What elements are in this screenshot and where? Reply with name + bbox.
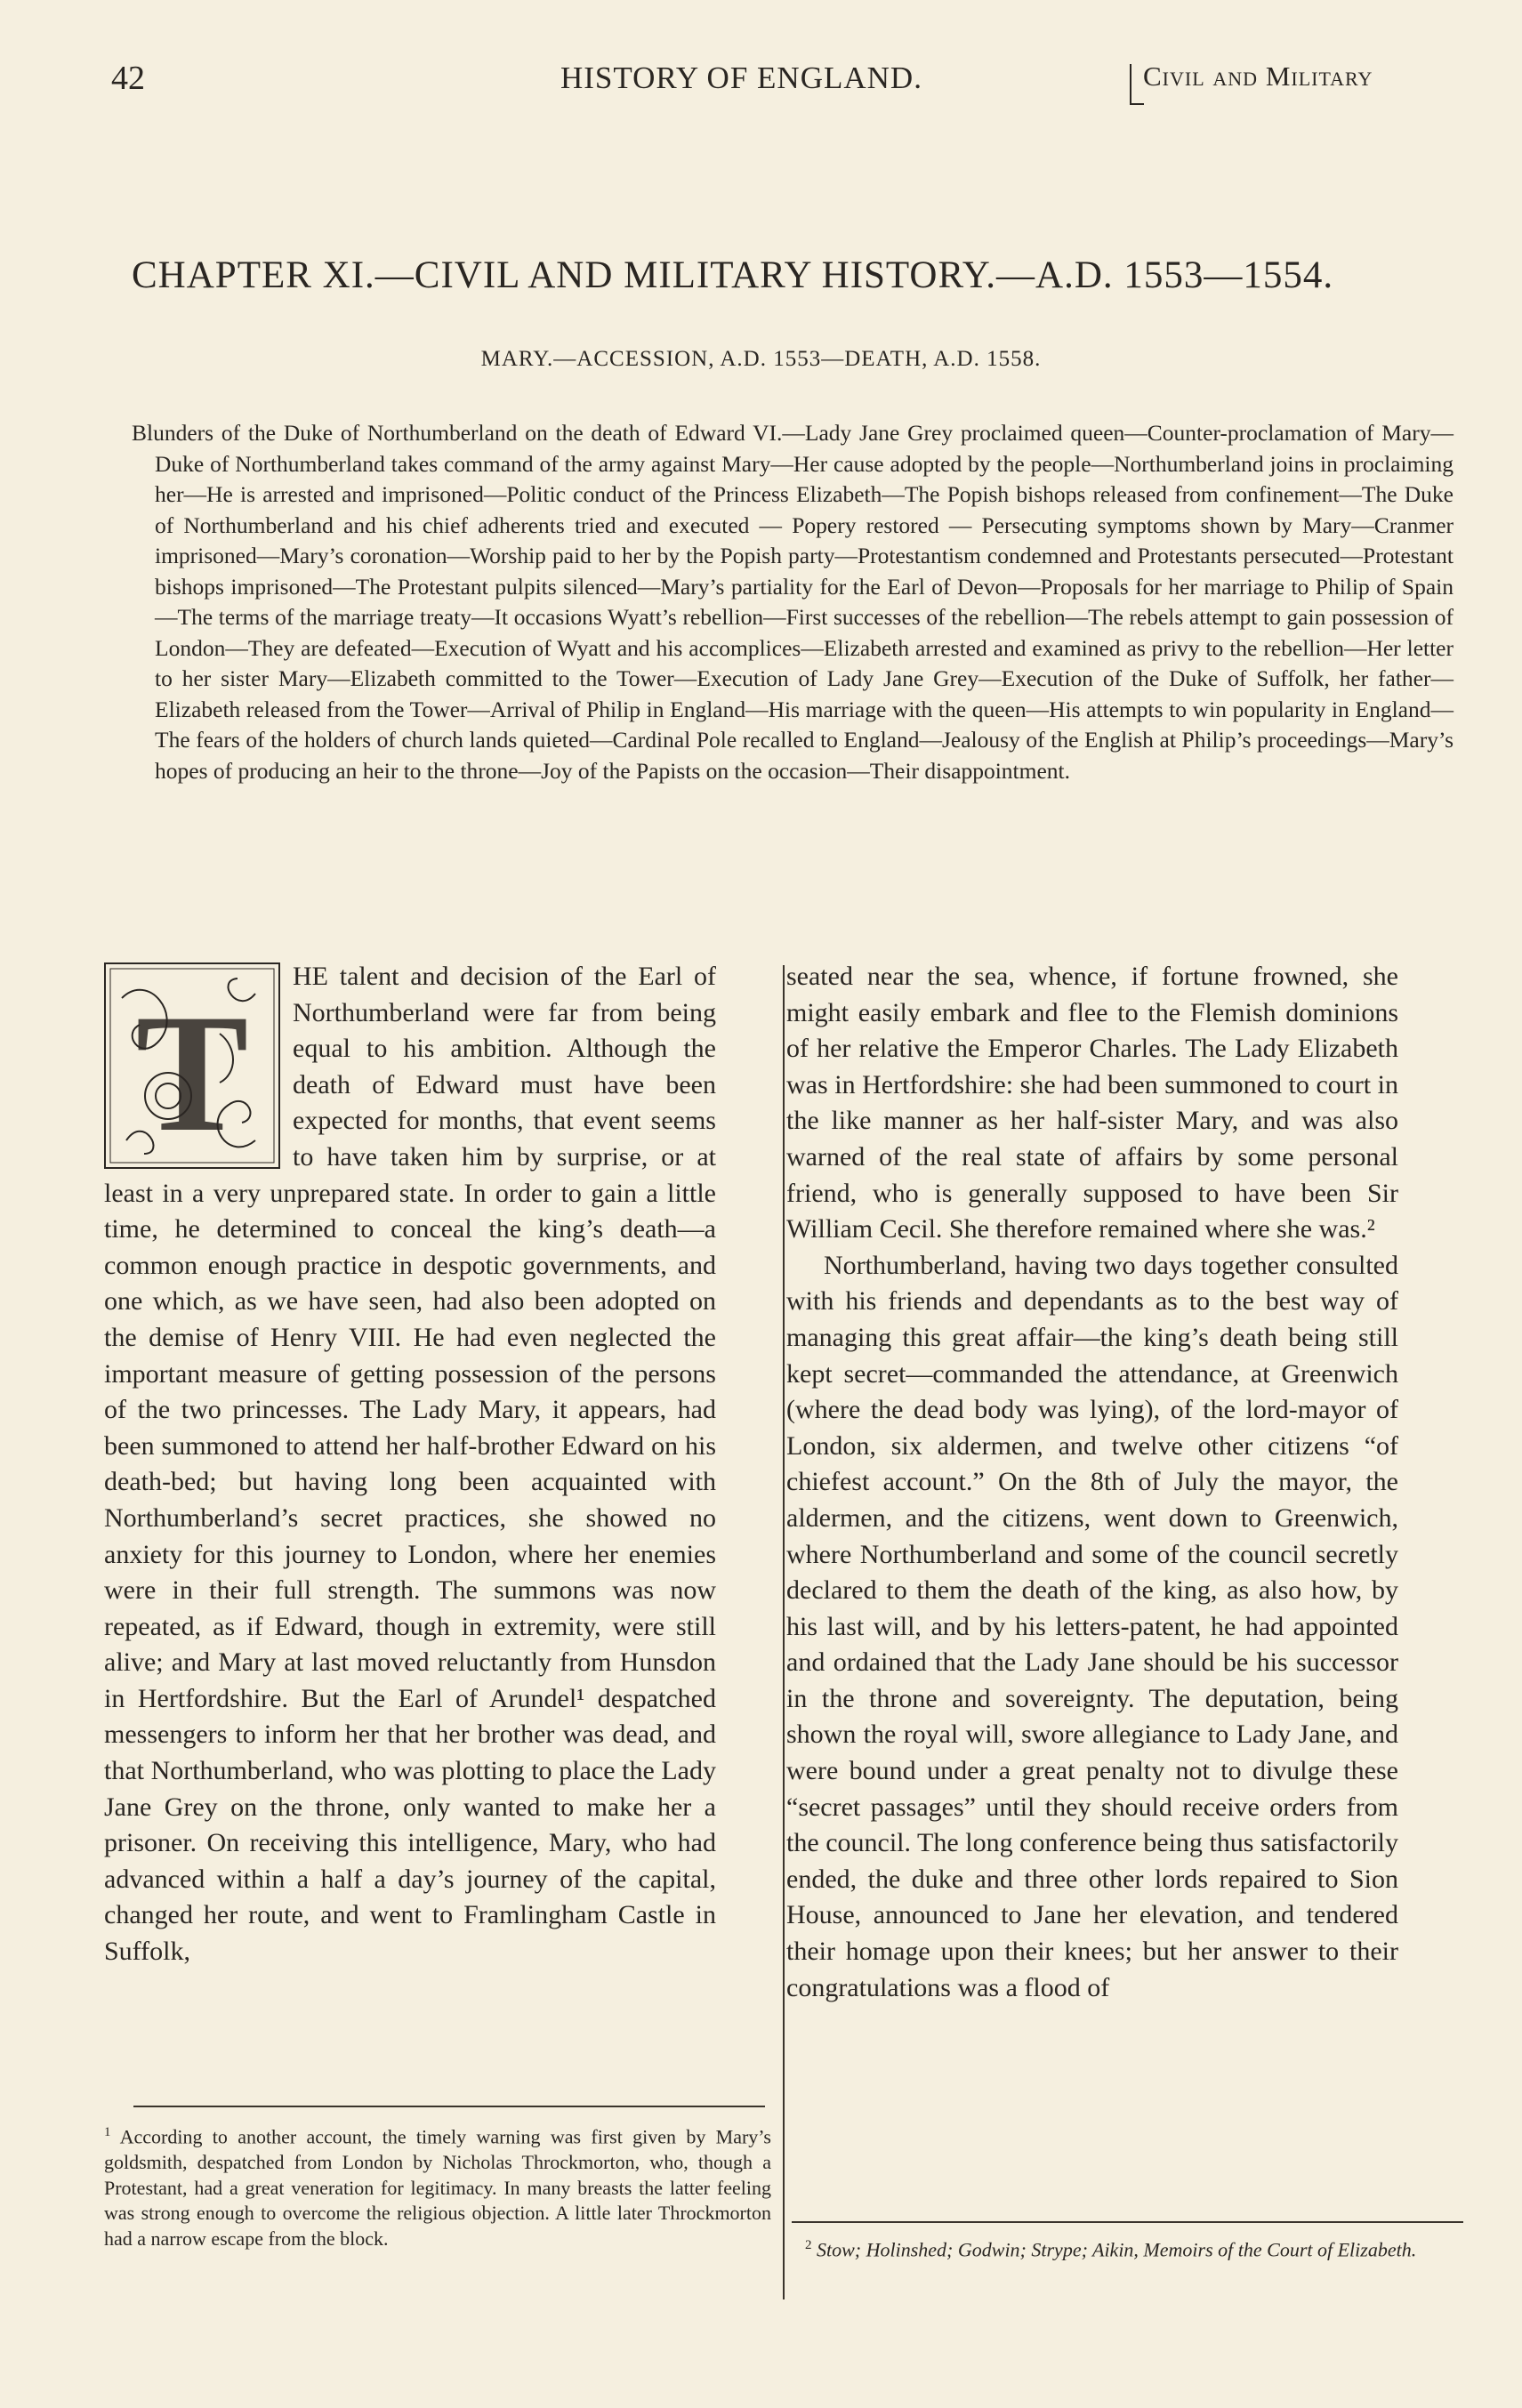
footnote-rule-left — [133, 2106, 765, 2107]
footnote-1 — [104, 2120, 771, 2251]
footnote-rule-right — [792, 2221, 1463, 2223]
right-paragraph-1: seated near the sea, whence, if fortune frowned, she might easily embark and flee to the Flemish dominions of her relative the Emperor Charles. The Lady Elizabeth was in Hertfordshire: she had been summoned to court in the like manner as her half-sister Mary, and was also warned of the real state of affairs by some personal friend, who is generally supposed to have been Sir William Cecil. She therefore remained where she was.² — [786, 962, 1398, 1244]
column-divider — [783, 965, 785, 2299]
left-column — [104, 959, 716, 2096]
chapter-subtitle: MARY.—ACCESSION, A.D. 1553—DEATH, A.D. 1558. — [480, 347, 1042, 371]
decorated-initial-icon — [104, 962, 280, 1169]
footnote-2 — [805, 2233, 1463, 2263]
running-section: Civil and Military — [1143, 60, 1373, 92]
right-column — [786, 959, 1398, 2204]
page-number: 42 — [111, 60, 145, 97]
left-column-text: HE talent and decision of the Earl of Northumberland were far from being equal to his ambition. Although the death of Edward must have been expected for months, that event seems to have taken him by surprise, or at least in a very unprepared state. In order to gain a little time, he determined to conceal the king’s death—a common enough practice in despotic governments, and one which, as we have seen, had also been adopted on the demise of Henry VIII. He had even neglected the important measure of getting possession of the persons of the two princesses. The Lady Mary, it appears, had been summoned to attend her half-brother Edward on his death-bed; but having long been acquainted with Northumberland’s secret practices, she showed no anxiety for this journey to London, where her enemies were in their full strength. The summons was now repeated, as if Edward, though in extremity, were still alive; and Mary at last moved reluctantly from Hunsdon in Hertfordshire. But the Earl of Arundel¹ despatched messengers to inform her that her brother was dead, and that Northumberland, who was plotting to place the Lady Jane Grey on the throne, only wanted to make her a prisoner. On receiving this intelligence, Mary, who had advanced within a half a day’s journey of the capital, changed her route, and went to Framlingham Castle in Suffolk, — [104, 962, 716, 1967]
chapter-title: CHAPTER XI.—CIVIL AND MILITARY HISTORY.—A.D. 1553—1554. — [132, 254, 1334, 296]
footnote-1-text: According to another account, the timely warning was first given by Mary’s goldsmith, despatched from London by Nicholas Throckmorton, who, though a Protestant, had a great veneration for legitimacy. In many breasts the latter feeling was strong enough to overcome the religious objection. A little later Throckmorton had a narrow escape from the block. — [104, 2125, 771, 2250]
right-paragraph-2: Northumberland, having two days together consulted with his friends and dependants as to the best way of managing this great affair—the king’s death being still kept secret—commanded the attendance, at Greenwich (where the dead body was lying), of the lord-mayor of London, six aldermen, and twelve other citizens “of chiefest account.” On the 8th of July the mayor, the aldermen, and the citizens, went down to Greenwich, where Northumberland and some of the council secretly declared to them the death of the king, as also how, by his last will, and by his letters-patent, he had appointed and ordained that the Lady Jane should be his successor in the throne and sovereignty. The deputation, being shown the royal will, swore allegiance to Lady Jane, and were bound under a great penalty not to divulge these “secret passages” until they should receive orders from the council. The long conference being thus satisfactorily ended, the duke and three other lords repaired to Sion House, announced to Jane her elevation, and tendered their homage upon their knees; but her answer to their congratulations was a flood of — [786, 1250, 1398, 2002]
footnote-2-text: Stow; Holinshed; Godwin; Strype; Aikin, Memoirs of the Court of Elizabeth. — [817, 2238, 1417, 2261]
section-bracket — [1130, 64, 1144, 105]
chapter-summary: Blunders of the Duke of Northumberland on the death of Edward VI.—Lady Jane Grey proclaimed queen—Counter-proclamation of Mary—Duke of Northumberland takes command of the army against Mary—Her cause adopted by the people—Northumberland joins in proclaiming her—He is arrested and imprisoned—Politic conduct of the Princess Elizabeth—The Popish bishops released from confinement—The Duke of Northumberland and his chief adherents tried and executed — Popery restored — Persecuting symptoms shown by Mary—Cranmer imprisoned—Mary’s coronation—Worship paid to her by the Popish party—Protestantism condemned and Protestants persecuted—Protestant bishops imprisoned—The Protestant pulpits silenced—Mary’s partiality for the Earl of Devon—Proposals for her marriage to Philip of Spain—The terms of the marriage treaty—It occasions Wyatt’s rebellion—First successes of the rebellion—The rebels attempt to gain possession of London—They are defeated—Execution of Wyatt and his accomplices—Elizabeth arrested and examined as privy to the rebellion—Her letter to her sister Mary—Elizabeth committed to the Tower—Execution of Lady Jane Grey—Execution of the Duke of Suffolk, her father—Elizabeth released from the Tower—Arrival of Philip in England—His marriage with the queen—His attempts to win popularity in England—The fears of the holders of church lands quieted—Cardinal Pole recalled to England—Jealousy of the English at Philip’s proceedings—Mary’s hopes of producing an heir to the throne—Joy of the Papists on the occasion—Their disappointment. — [132, 420, 1454, 784]
footnote-2-mark: 2 — [805, 2238, 812, 2252]
running-head — [0, 59, 1522, 103]
dropcap-letter: T — [135, 980, 249, 1167]
footnote-1-mark: 1 — [104, 2125, 111, 2139]
running-title: HISTORY OF ENGLAND. — [560, 60, 922, 95]
